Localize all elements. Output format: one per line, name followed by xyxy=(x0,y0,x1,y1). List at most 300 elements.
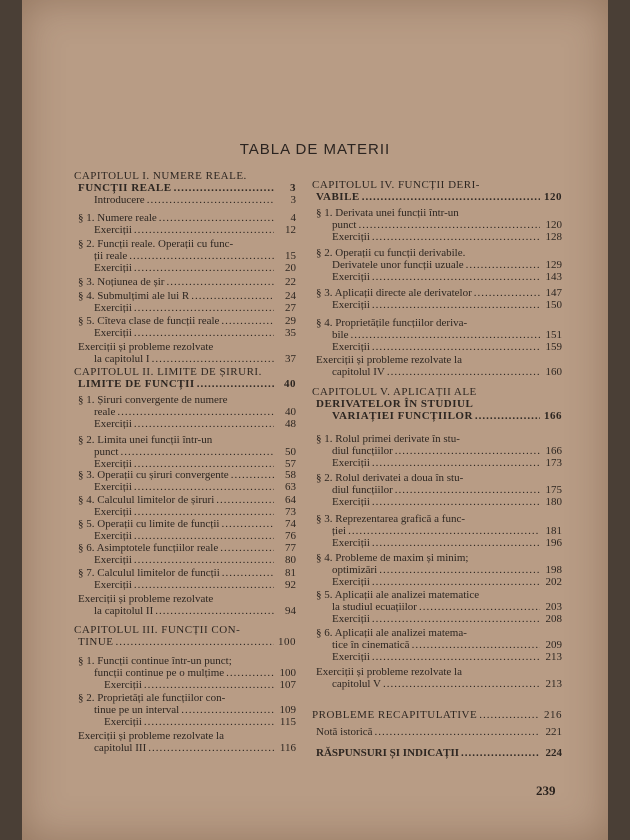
toc-leader xyxy=(383,678,540,690)
toc-line-text: § 3. Noțiunea de șir xyxy=(78,276,165,288)
toc-leader xyxy=(419,601,540,613)
toc-leader xyxy=(144,679,274,691)
toc-line-text: Exerciții xyxy=(332,613,370,625)
toc-entry xyxy=(74,238,296,274)
toc-leader xyxy=(362,191,540,203)
toc-page-number: 57 xyxy=(285,458,296,470)
toc-entry xyxy=(312,354,562,378)
toc-line-text: Exerciții xyxy=(332,271,370,283)
toc-line-text: § 1. Derivata unei funcții într-un xyxy=(316,207,459,219)
toc-page-number: 202 xyxy=(545,576,562,588)
toc-line xyxy=(74,542,296,554)
toc-leader xyxy=(358,219,540,231)
toc-leader xyxy=(372,231,540,243)
toc-line xyxy=(74,593,296,605)
toc-line-text: Exerciții și probleme rezolvate xyxy=(78,341,214,353)
toc-line-text: § 5. Aplicații ale analizei matematice xyxy=(316,589,480,601)
toc-entry xyxy=(74,394,296,430)
toc-leader xyxy=(134,302,274,314)
toc-line-text: § 1. Funcții continue într-un punct; xyxy=(78,655,232,667)
toc-line xyxy=(312,366,562,378)
toc-line-text: § 3. Aplicații directe ale derivatelor xyxy=(316,287,472,299)
toc-page-number: 76 xyxy=(285,530,296,542)
toc-leader xyxy=(395,484,540,496)
toc-line-text: ții reale xyxy=(94,250,128,262)
toc-line xyxy=(312,191,562,203)
toc-line xyxy=(312,247,562,259)
toc-leader xyxy=(191,290,274,302)
toc-entry xyxy=(74,542,296,566)
toc-page-number: 160 xyxy=(545,366,562,378)
toc-line-text: CAPITOLUL I. NUMERE REALE. xyxy=(74,170,247,182)
toc-line xyxy=(74,605,296,617)
toc-line xyxy=(74,353,296,365)
toc-leader xyxy=(222,567,274,579)
toc-leader xyxy=(231,469,274,481)
book-page xyxy=(22,0,608,840)
toc-entry xyxy=(312,247,562,283)
toc-line xyxy=(74,530,296,542)
toc-line xyxy=(74,742,296,754)
toc-line-text: tice în cinematică xyxy=(332,639,410,651)
toc-line-text: § 5. Operații cu limite de funcții xyxy=(78,518,220,530)
toc-line-text: Exerciții și probleme rezolvate la xyxy=(316,666,462,678)
toc-leader xyxy=(474,287,540,299)
toc-line xyxy=(74,366,296,378)
toc-line-text: § 5. Cîteva clase de funcții reale xyxy=(78,315,220,327)
toc-line xyxy=(312,329,562,341)
toc-line-text: optimizări xyxy=(332,564,378,576)
toc-line-text: Exerciții xyxy=(94,224,132,236)
toc-line-text: RĂSPUNSURI ȘI INDICAȚII xyxy=(316,747,460,759)
toc-page-number: 128 xyxy=(545,231,562,243)
toc-page-number: 3 xyxy=(290,182,296,194)
toc-line-text: Exerciții xyxy=(94,418,132,430)
toc-line-text: LIMITE DE FUNCȚII xyxy=(78,378,195,390)
toc-line xyxy=(312,513,562,525)
toc-page-number: 63 xyxy=(285,481,296,493)
toc-line xyxy=(312,666,562,678)
toc-line-text: Exerciții xyxy=(94,262,132,274)
toc-line-text: VABILE xyxy=(316,191,360,203)
toc-leader xyxy=(475,410,540,422)
toc-line-text: Exerciții xyxy=(104,716,142,728)
toc-leader xyxy=(216,494,274,506)
toc-leader xyxy=(134,579,274,591)
toc-page-number: 37 xyxy=(285,353,296,365)
toc-line-text: § 6. Aplicații ale analizei matema- xyxy=(316,627,467,639)
toc-line-text: Exerciții xyxy=(332,231,370,243)
toc-line-text: CAPITOLUL II. LIMITE DE ȘIRURI. xyxy=(74,366,262,378)
toc-line-text: § 2. Funcții reale. Operații cu func- xyxy=(78,238,234,250)
toc-entry xyxy=(74,434,296,470)
toc-line xyxy=(312,386,562,398)
toc-entry xyxy=(74,518,296,542)
toc-line xyxy=(74,418,296,430)
toc-line xyxy=(312,613,562,625)
toc-page-number: 81 xyxy=(285,567,296,579)
toc-leader xyxy=(166,276,274,288)
toc-line-text: Exerciții xyxy=(332,341,370,353)
toc-entry xyxy=(312,287,562,311)
toc-line-text: Exerciții xyxy=(104,679,142,691)
toc-page-number: 74 xyxy=(285,518,296,530)
toc-leader xyxy=(221,518,274,530)
toc-line-text: DERIVATELOR ÎN STUDIUL xyxy=(316,398,474,410)
toc-entry xyxy=(312,552,562,588)
toc-line-text: Exerciții xyxy=(332,299,370,311)
toc-line xyxy=(312,747,562,759)
toc-leader xyxy=(197,378,274,390)
toc-line-text: § 4. Proprietățile funcțiilor deriva- xyxy=(316,317,468,329)
toc-page-number: 224 xyxy=(545,747,562,759)
toc-line-text: funcții continue pe o mulțime xyxy=(94,667,225,679)
toc-entry xyxy=(312,666,562,690)
toc-page-number: 20 xyxy=(285,262,296,274)
toc-line-text: § 4. Calculul limitelor de șiruri xyxy=(78,494,215,506)
toc-line-text: § 2. Limita unei funcții într-un xyxy=(78,434,213,446)
toc-leader xyxy=(174,182,274,194)
toc-leader xyxy=(159,212,274,224)
toc-line xyxy=(312,627,562,639)
toc-line-text: Exerciții xyxy=(332,537,370,549)
toc-leader xyxy=(148,742,274,754)
toc-line-text: § 7. Calculul limitelor de funcții xyxy=(78,567,220,579)
toc-line-text: Exerciții și probleme rezolvate la xyxy=(316,354,462,366)
toc-line xyxy=(74,667,296,679)
toc-line-text: Exerciții și probleme rezolvate xyxy=(78,593,214,605)
toc-line xyxy=(312,287,562,299)
toc-line-text: § 4. Submulțimi ale lui R xyxy=(78,290,190,302)
toc-line xyxy=(74,434,296,446)
toc-leader xyxy=(348,525,540,537)
toc-entry xyxy=(74,366,296,390)
toc-line-text: Exerciții xyxy=(332,496,370,508)
toc-line xyxy=(74,679,296,691)
toc-line xyxy=(312,433,562,445)
toc-page-number: 107 xyxy=(279,679,296,691)
toc-leader xyxy=(134,224,274,236)
toc-line xyxy=(312,564,562,576)
toc-page-number: 159 xyxy=(545,341,562,353)
toc-line xyxy=(312,552,562,564)
toc-line-text: la capitolul I xyxy=(94,353,150,365)
toc-leader xyxy=(379,564,540,576)
toc-line xyxy=(74,194,296,206)
toc-line xyxy=(312,709,562,721)
toc-line-text: la capitolul II xyxy=(94,605,154,617)
toc-line xyxy=(312,457,562,469)
toc-line-text: § 3. Reprezentarea grafică a func- xyxy=(316,513,466,525)
toc-line xyxy=(74,238,296,250)
toc-page-number: 92 xyxy=(285,579,296,591)
toc-line xyxy=(312,445,562,457)
toc-line xyxy=(312,639,562,651)
toc-line-text: Exerciții xyxy=(94,530,132,542)
toc-line-text: punct xyxy=(332,219,357,231)
toc-leader xyxy=(372,576,540,588)
toc-page-number: 4 xyxy=(290,212,296,224)
toc-line xyxy=(312,341,562,353)
toc-line-text: § 4. Probleme de maxim și minim; xyxy=(316,552,469,564)
toc-line-text: Exerciții xyxy=(94,506,132,518)
toc-leader xyxy=(155,605,274,617)
toc-line xyxy=(312,651,562,663)
toc-leader xyxy=(120,446,274,458)
toc-line xyxy=(312,271,562,283)
toc-entry xyxy=(312,589,562,625)
toc-line-text: Notă istorică xyxy=(316,726,373,738)
toc-line xyxy=(312,589,562,601)
toc-leader xyxy=(395,445,540,457)
toc-page-number: 58 xyxy=(285,469,296,481)
toc-leader xyxy=(221,315,274,327)
toc-line-text: TINUE xyxy=(78,636,114,648)
toc-leader xyxy=(181,704,274,716)
toc-line xyxy=(74,567,296,579)
toc-leader xyxy=(226,667,274,679)
toc-entry xyxy=(74,315,296,339)
toc-line xyxy=(312,472,562,484)
toc-entry xyxy=(312,747,562,759)
toc-line xyxy=(74,469,296,481)
toc-leader xyxy=(134,327,274,339)
toc-entry xyxy=(312,207,562,243)
toc-page-number: 73 xyxy=(285,506,296,518)
toc-leader xyxy=(372,271,540,283)
toc-page-number: 150 xyxy=(545,299,562,311)
toc-line-text: § 1. Șiruri convergente de numere xyxy=(78,394,228,406)
toc-line-text: capitolul V xyxy=(332,678,381,690)
toc-line-text: ției xyxy=(332,525,347,537)
toc-line xyxy=(74,394,296,406)
toc-page-number: 151 xyxy=(545,329,562,341)
toc-page-number: 80 xyxy=(285,554,296,566)
toc-line-text: capitolul III xyxy=(94,742,147,754)
toc-line xyxy=(74,730,296,742)
toc-line xyxy=(74,378,296,390)
toc-leader xyxy=(134,262,274,274)
toc-line xyxy=(312,525,562,537)
toc-leader xyxy=(372,457,540,469)
toc-line xyxy=(74,250,296,262)
toc-line-text: bile xyxy=(332,329,349,341)
toc-line-text: PROBLEME RECAPITULATIVE xyxy=(312,709,478,721)
toc-page-number: 181 xyxy=(545,525,562,537)
toc-line xyxy=(312,537,562,549)
page-title: TABLA DE MATERII xyxy=(239,141,391,158)
toc-line-text: § 2. Operații cu funcții derivabile. xyxy=(316,247,466,259)
toc-leader xyxy=(147,194,274,206)
toc-line xyxy=(312,231,562,243)
toc-page-number: 196 xyxy=(545,537,562,549)
toc-page-number: 120 xyxy=(545,219,562,231)
toc-leader xyxy=(387,366,540,378)
toc-entry xyxy=(74,692,296,728)
toc-entry xyxy=(74,567,296,591)
toc-line xyxy=(312,601,562,613)
toc-line-text: Exerciții xyxy=(332,651,370,663)
toc-leader xyxy=(134,554,274,566)
toc-leader xyxy=(461,747,540,759)
toc-entry xyxy=(312,433,562,469)
toc-page-number: 27 xyxy=(285,302,296,314)
toc-line xyxy=(74,406,296,418)
toc-page-number: 180 xyxy=(545,496,562,508)
toc-page-number: 48 xyxy=(285,418,296,430)
toc-line xyxy=(74,655,296,667)
toc-entry xyxy=(312,709,562,721)
toc-line-text: Exerciții xyxy=(332,576,370,588)
toc-entry xyxy=(74,170,296,206)
toc-page-number: 209 xyxy=(545,639,562,651)
toc-leader xyxy=(479,709,540,721)
toc-page-number: 129 xyxy=(545,259,562,271)
toc-line xyxy=(312,354,562,366)
toc-line-text: Exerciții xyxy=(94,481,132,493)
toc-line xyxy=(312,484,562,496)
toc-line-text: Exerciții xyxy=(94,579,132,591)
toc-page-number: 100 xyxy=(278,636,296,648)
toc-line xyxy=(74,624,296,636)
toc-line xyxy=(74,506,296,518)
toc-line-text: § 1. Rolul primei derivate în stu- xyxy=(316,433,460,445)
toc-line xyxy=(312,726,562,738)
toc-line xyxy=(74,262,296,274)
toc-line-text: Exerciții xyxy=(332,457,370,469)
toc-line-text: CAPITOLUL IV. FUNCȚII DERI- xyxy=(312,179,480,191)
toc-page-number: 208 xyxy=(545,613,562,625)
toc-line xyxy=(312,207,562,219)
toc-line xyxy=(74,315,296,327)
toc-line-text: Exerciții xyxy=(94,302,132,314)
toc-line-text: Introducere xyxy=(94,194,145,206)
toc-line xyxy=(74,518,296,530)
toc-line-text: Derivatele unor funcții uzuale xyxy=(332,259,464,271)
toc-page-number: 40 xyxy=(284,378,296,390)
toc-line-text: § 2. Proprietăți ale funcțiilor con- xyxy=(78,692,226,704)
toc-line-text: diul funcțiilor xyxy=(332,484,393,496)
toc-page-number: 116 xyxy=(279,742,296,754)
toc-line xyxy=(312,179,562,191)
toc-line-text: diul funcțiilor xyxy=(332,445,393,457)
toc-line xyxy=(74,554,296,566)
toc-leader xyxy=(372,496,540,508)
toc-line xyxy=(312,317,562,329)
toc-line xyxy=(74,704,296,716)
toc-line-text: la studiul ecuațiilor xyxy=(332,601,417,613)
toc-page-number: 166 xyxy=(545,445,562,457)
toc-line xyxy=(74,276,296,288)
toc-page-number: 35 xyxy=(285,327,296,339)
toc-line-text: § 2. Rolul derivatei a doua în stu- xyxy=(316,472,464,484)
toc-line xyxy=(74,170,296,182)
toc-page-number: 147 xyxy=(545,287,562,299)
toc-entry xyxy=(74,469,296,493)
toc-line-text: Exerciții și probleme rezolvate la xyxy=(78,730,224,742)
toc-leader xyxy=(117,406,274,418)
toc-line xyxy=(312,576,562,588)
toc-line xyxy=(74,481,296,493)
toc-page-number: 29 xyxy=(285,315,296,327)
toc-page-number: 143 xyxy=(545,271,562,283)
toc-leader xyxy=(372,613,540,625)
toc-line xyxy=(312,678,562,690)
toc-page-number: 120 xyxy=(544,191,562,203)
toc-line-text: Exerciții xyxy=(94,458,132,470)
toc-line xyxy=(74,446,296,458)
toc-line xyxy=(74,182,296,194)
toc-leader xyxy=(129,250,274,262)
toc-line-text: tinue pe un interval xyxy=(94,704,180,716)
toc-line-text: VARIAȚIEI FUNCȚIILOR xyxy=(332,410,473,422)
toc-entry xyxy=(312,726,562,738)
toc-line-text: Exerciții xyxy=(94,554,132,566)
toc-line xyxy=(74,290,296,302)
toc-page-number: 100 xyxy=(279,667,296,679)
toc-entry xyxy=(74,730,296,754)
toc-entry xyxy=(74,341,296,365)
toc-page-number: 213 xyxy=(545,651,562,663)
toc-leader xyxy=(134,481,274,493)
toc-page-number: 12 xyxy=(285,224,296,236)
toc-entry xyxy=(312,513,562,549)
toc-leader xyxy=(220,542,274,554)
toc-entry xyxy=(312,317,562,353)
toc-line xyxy=(74,341,296,353)
toc-line-text: Exerciții xyxy=(94,327,132,339)
toc-leader xyxy=(372,341,540,353)
toc-line-text: § 3. Operații cu șiruri convergente xyxy=(78,469,229,481)
toc-line xyxy=(312,496,562,508)
toc-leader xyxy=(372,651,540,663)
toc-line-text: reale xyxy=(94,406,116,418)
toc-page-number: 213 xyxy=(545,678,562,690)
toc-page-number: 173 xyxy=(545,457,562,469)
toc-leader xyxy=(134,506,274,518)
toc-line xyxy=(74,327,296,339)
toc-page-number: 40 xyxy=(285,406,296,418)
toc-entry xyxy=(312,179,562,203)
toc-line xyxy=(312,219,562,231)
page-number: 239 xyxy=(536,783,556,798)
toc-leader xyxy=(375,726,540,738)
toc-leader xyxy=(372,537,540,549)
toc-entry xyxy=(74,212,296,236)
toc-entry xyxy=(74,593,296,617)
toc-entry xyxy=(74,494,296,518)
toc-leader xyxy=(134,418,274,430)
toc-page-number: 166 xyxy=(544,410,562,422)
toc-entry xyxy=(312,386,562,422)
toc-line-text: CAPITOLUL III. FUNCȚII CON- xyxy=(74,624,241,636)
toc-page-number: 64 xyxy=(285,494,296,506)
toc-line xyxy=(74,494,296,506)
toc-line xyxy=(74,716,296,728)
toc-page-number: 203 xyxy=(545,601,562,613)
toc-page-number: 216 xyxy=(544,709,562,721)
toc-line xyxy=(312,259,562,271)
toc-page-number: 15 xyxy=(285,250,296,262)
toc-line xyxy=(74,692,296,704)
toc-line-text: punct xyxy=(94,446,119,458)
toc-entry xyxy=(74,624,296,648)
toc-page-number: 3 xyxy=(290,194,296,206)
toc-entry xyxy=(312,627,562,663)
toc-line xyxy=(74,212,296,224)
toc-line-text: CAPITOLUL V. APLICAȚII ALE xyxy=(312,386,477,398)
toc-line xyxy=(74,636,296,648)
